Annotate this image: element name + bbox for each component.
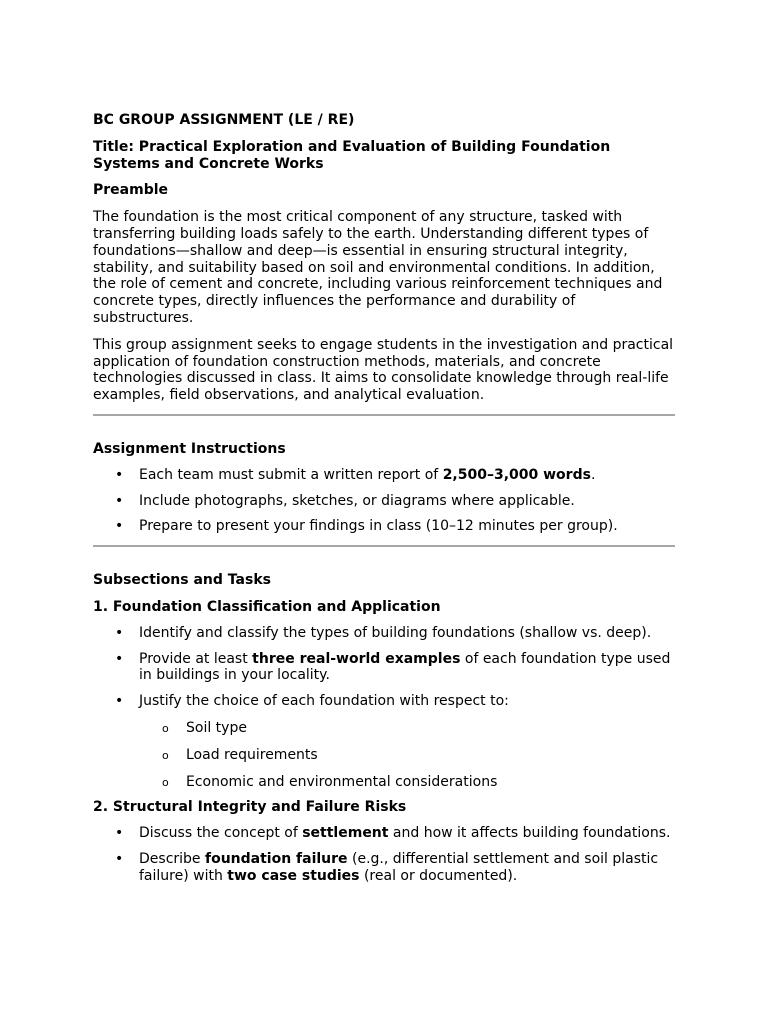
divider	[93, 414, 675, 416]
section-2-list	[93, 825, 678, 884]
list-item: • Justify the choice of each foundation with respect to:	[93, 693, 678, 710]
sub-list-item: o Economic and environmental considerations	[93, 774, 678, 791]
list-item: • Include photographs, sketches, or diagrams where applicable.	[93, 493, 678, 510]
list-item: • Describe foundation failure (e.g., differential settlement and soil plastic failure) with two case studies (real or documented).	[93, 851, 678, 885]
assignment-header: BC GROUP ASSIGNMENT (LE / RE)	[93, 112, 355, 128]
instructions-heading: Assignment Instructions	[93, 440, 286, 457]
instructions-list	[93, 467, 678, 535]
preamble-heading: Preamble	[93, 182, 169, 199]
section-1-heading: 1. Foundation Classification and Application	[93, 598, 441, 615]
section-1-sublist	[93, 720, 678, 790]
list-item: • Prepare to present your findings in class (10–12 minutes per group).	[93, 518, 678, 535]
document-page	[93, 112, 678, 885]
subsections-heading: Subsections and Tasks	[93, 572, 271, 589]
list-item: • Identify and classify the types of building foundations (shallow vs. deep).	[93, 625, 678, 642]
list-item: • Provide at least three real-world examples of each foundation type used in buildings in your locality.	[93, 651, 678, 685]
preamble-paragraph-1: The foundation is the most critical component of any structure, tasked with transferring building loads safely to the earth. Understanding different types of foundations—shallow and deep—is essential in ensuring structural integrity, stability, and suitability based on soil and environmental conditions. In addition, the role of cement and concrete, including various reinforcement techniques and concrete types, directly influences the performance and durability of substructures.	[93, 209, 663, 326]
section-2-heading: 2. Structural Integrity and Failure Risks	[93, 799, 407, 816]
preamble-paragraph-2: This group assignment seeks to engage students in the investigation and practical application of foundation construction methods, materials, and concrete technologies discussed in class. It aims to consolidate knowledge through real-life examples, field observations, and analytical evaluation.	[93, 336, 674, 404]
section-1-list	[93, 625, 678, 710]
sub-list-item: o Load requirements	[93, 747, 678, 764]
document-title: Title: Practical Exploration and Evaluation of Building Foundation Systems and Concrete Works	[93, 138, 611, 172]
list-item: • Discuss the concept of settlement and how it affects building foundations.	[93, 825, 678, 842]
list-item: • Each team must submit a written report of 2,500–3,000 words.	[93, 467, 678, 484]
sub-list-item: o Soil type	[93, 720, 678, 737]
divider	[93, 545, 675, 547]
